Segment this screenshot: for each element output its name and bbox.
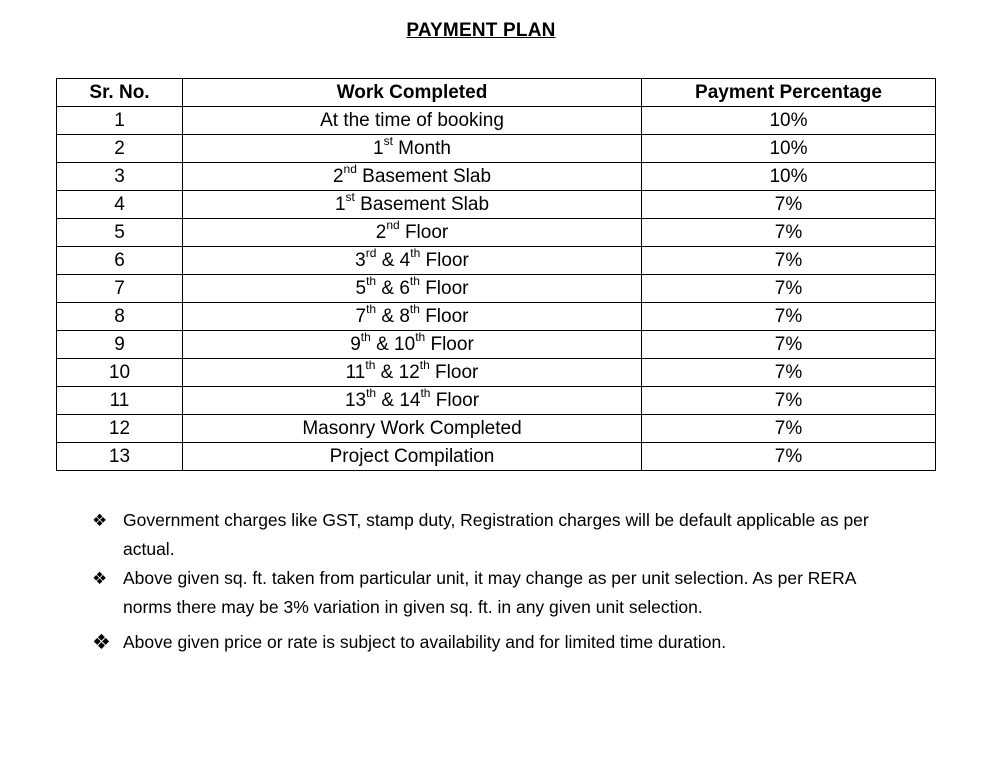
ordinal-suffix: th [415,329,426,344]
ordinal-suffix: th [420,385,431,400]
table-row [57,387,936,415]
diamond-bullet-icon: ❖ [92,569,108,588]
work-text: 11 [345,362,366,383]
work-text: Floor [420,250,469,271]
column-header-sr-no: Sr. No. [57,79,183,107]
table-row [57,107,936,135]
work-text: 7 [355,306,367,327]
cell-payment-percentage: 10% [642,163,936,191]
cell-sr-no: 13 [57,443,183,471]
work-text: 13 [344,390,367,411]
work-text: Floor [419,278,469,299]
work-text: Month [392,138,451,159]
cell-sr-no: 3 [57,163,183,191]
ordinal-suffix: th [409,301,420,316]
ordinal-suffix: th [419,357,430,372]
cell-work-completed [183,135,642,163]
cell-payment-percentage: 7% [642,247,936,275]
note-text: Above given price or rate is subject to availability and for limited time duration. [123,632,727,652]
cell-payment-percentage: 10% [642,107,936,135]
work-text: Floor [419,306,469,327]
table-row [57,191,936,219]
column-header-payment-percentage: Payment Percentage [642,79,936,107]
work-text: & 12 [375,362,420,383]
ordinal-suffix: th [366,301,377,316]
cell-payment-percentage: 7% [642,191,936,219]
cell-work-completed [183,247,642,275]
cell-work-completed [183,359,642,387]
ordinal-suffix: th [409,273,420,288]
table-row [57,443,936,471]
work-text: 2 [375,222,387,243]
work-text: 5 [355,278,367,299]
work-text: 1 [334,194,346,215]
note-text: Above given sq. ft. taken from particular unit, it may change as per unit selection. As per RERA norms there may be 3% variation in given sq. ft. in any given unit selection. [123,568,856,617]
cell-sr-no: 5 [57,219,183,247]
cell-sr-no: 7 [57,275,183,303]
ordinal-suffix: nd [386,217,400,232]
cell-sr-no: 9 [57,331,183,359]
table-row [57,303,936,331]
work-text: At the time of booking [320,110,504,131]
cell-payment-percentage: 10% [642,135,936,163]
cell-work-completed [183,219,642,247]
table-row [57,135,936,163]
work-text: & 10 [370,334,416,355]
work-text: Project Compilation [329,446,495,467]
ordinal-suffix: th [366,273,377,288]
ordinal-suffix: th [366,385,377,400]
note-item [92,628,902,657]
ordinal-suffix: th [365,357,376,372]
work-text: 3 [355,250,366,271]
ordinal-suffix: th [410,245,421,260]
cell-payment-percentage: 7% [642,359,936,387]
column-header-work-completed: Work Completed [183,79,642,107]
payment-plan-table [56,78,936,471]
note-item [92,506,902,564]
work-text: Masonry Work Completed [302,418,522,439]
cell-work-completed [183,163,642,191]
ordinal-suffix: th [360,329,371,344]
cell-work-completed [183,331,642,359]
table-row [57,163,936,191]
table-row [57,247,936,275]
cell-sr-no: 1 [57,107,183,135]
diamond-bullet-icon: ❖ [92,631,111,654]
note-item [92,564,902,622]
work-text: Floor [425,334,474,355]
work-text: Floor [430,390,480,411]
work-text: Floor [399,222,449,243]
cell-sr-no: 12 [57,415,183,443]
cell-work-completed [183,275,642,303]
cell-work-completed [183,415,642,443]
work-text: & 6 [376,278,410,299]
table-header-row [57,79,936,107]
notes-list [92,506,902,657]
cell-payment-percentage: 7% [642,275,936,303]
table-row [57,331,936,359]
cell-work-completed [183,191,642,219]
ordinal-suffix: rd [365,245,377,260]
cell-work-completed [183,107,642,135]
work-text: & 14 [376,390,421,411]
cell-payment-percentage: 7% [642,443,936,471]
ordinal-suffix: nd [343,161,357,176]
cell-payment-percentage: 7% [642,331,936,359]
work-text: 1 [372,138,384,159]
work-text: Basement Slab [356,166,492,187]
work-text: & 4 [376,250,411,271]
ordinal-suffix: st [383,133,393,148]
cell-payment-percentage: 7% [642,219,936,247]
cell-sr-no: 4 [57,191,183,219]
ordinal-suffix: st [345,189,355,204]
page-title: PAYMENT PLAN [406,20,556,41]
work-text: 2 [332,166,344,187]
work-text: Basement Slab [354,194,490,215]
diamond-bullet-icon: ❖ [92,511,108,530]
cell-sr-no: 6 [57,247,183,275]
work-text: 9 [350,334,361,355]
cell-payment-percentage: 7% [642,415,936,443]
table-row [57,359,936,387]
cell-work-completed [183,387,642,415]
cell-work-completed [183,303,642,331]
table-row [57,275,936,303]
table-row [57,219,936,247]
cell-sr-no: 10 [57,359,183,387]
cell-payment-percentage: 7% [642,387,936,415]
cell-sr-no: 11 [57,387,183,415]
cell-work-completed [183,443,642,471]
cell-payment-percentage: 7% [642,303,936,331]
table-body [57,107,936,471]
work-text: & 8 [376,306,410,327]
cell-sr-no: 2 [57,135,183,163]
cell-sr-no: 8 [57,303,183,331]
note-text: Government charges like GST, stamp duty, Registration charges will be default applicable as per actual. [123,510,869,559]
work-text: Floor [429,362,479,383]
table-row [57,415,936,443]
